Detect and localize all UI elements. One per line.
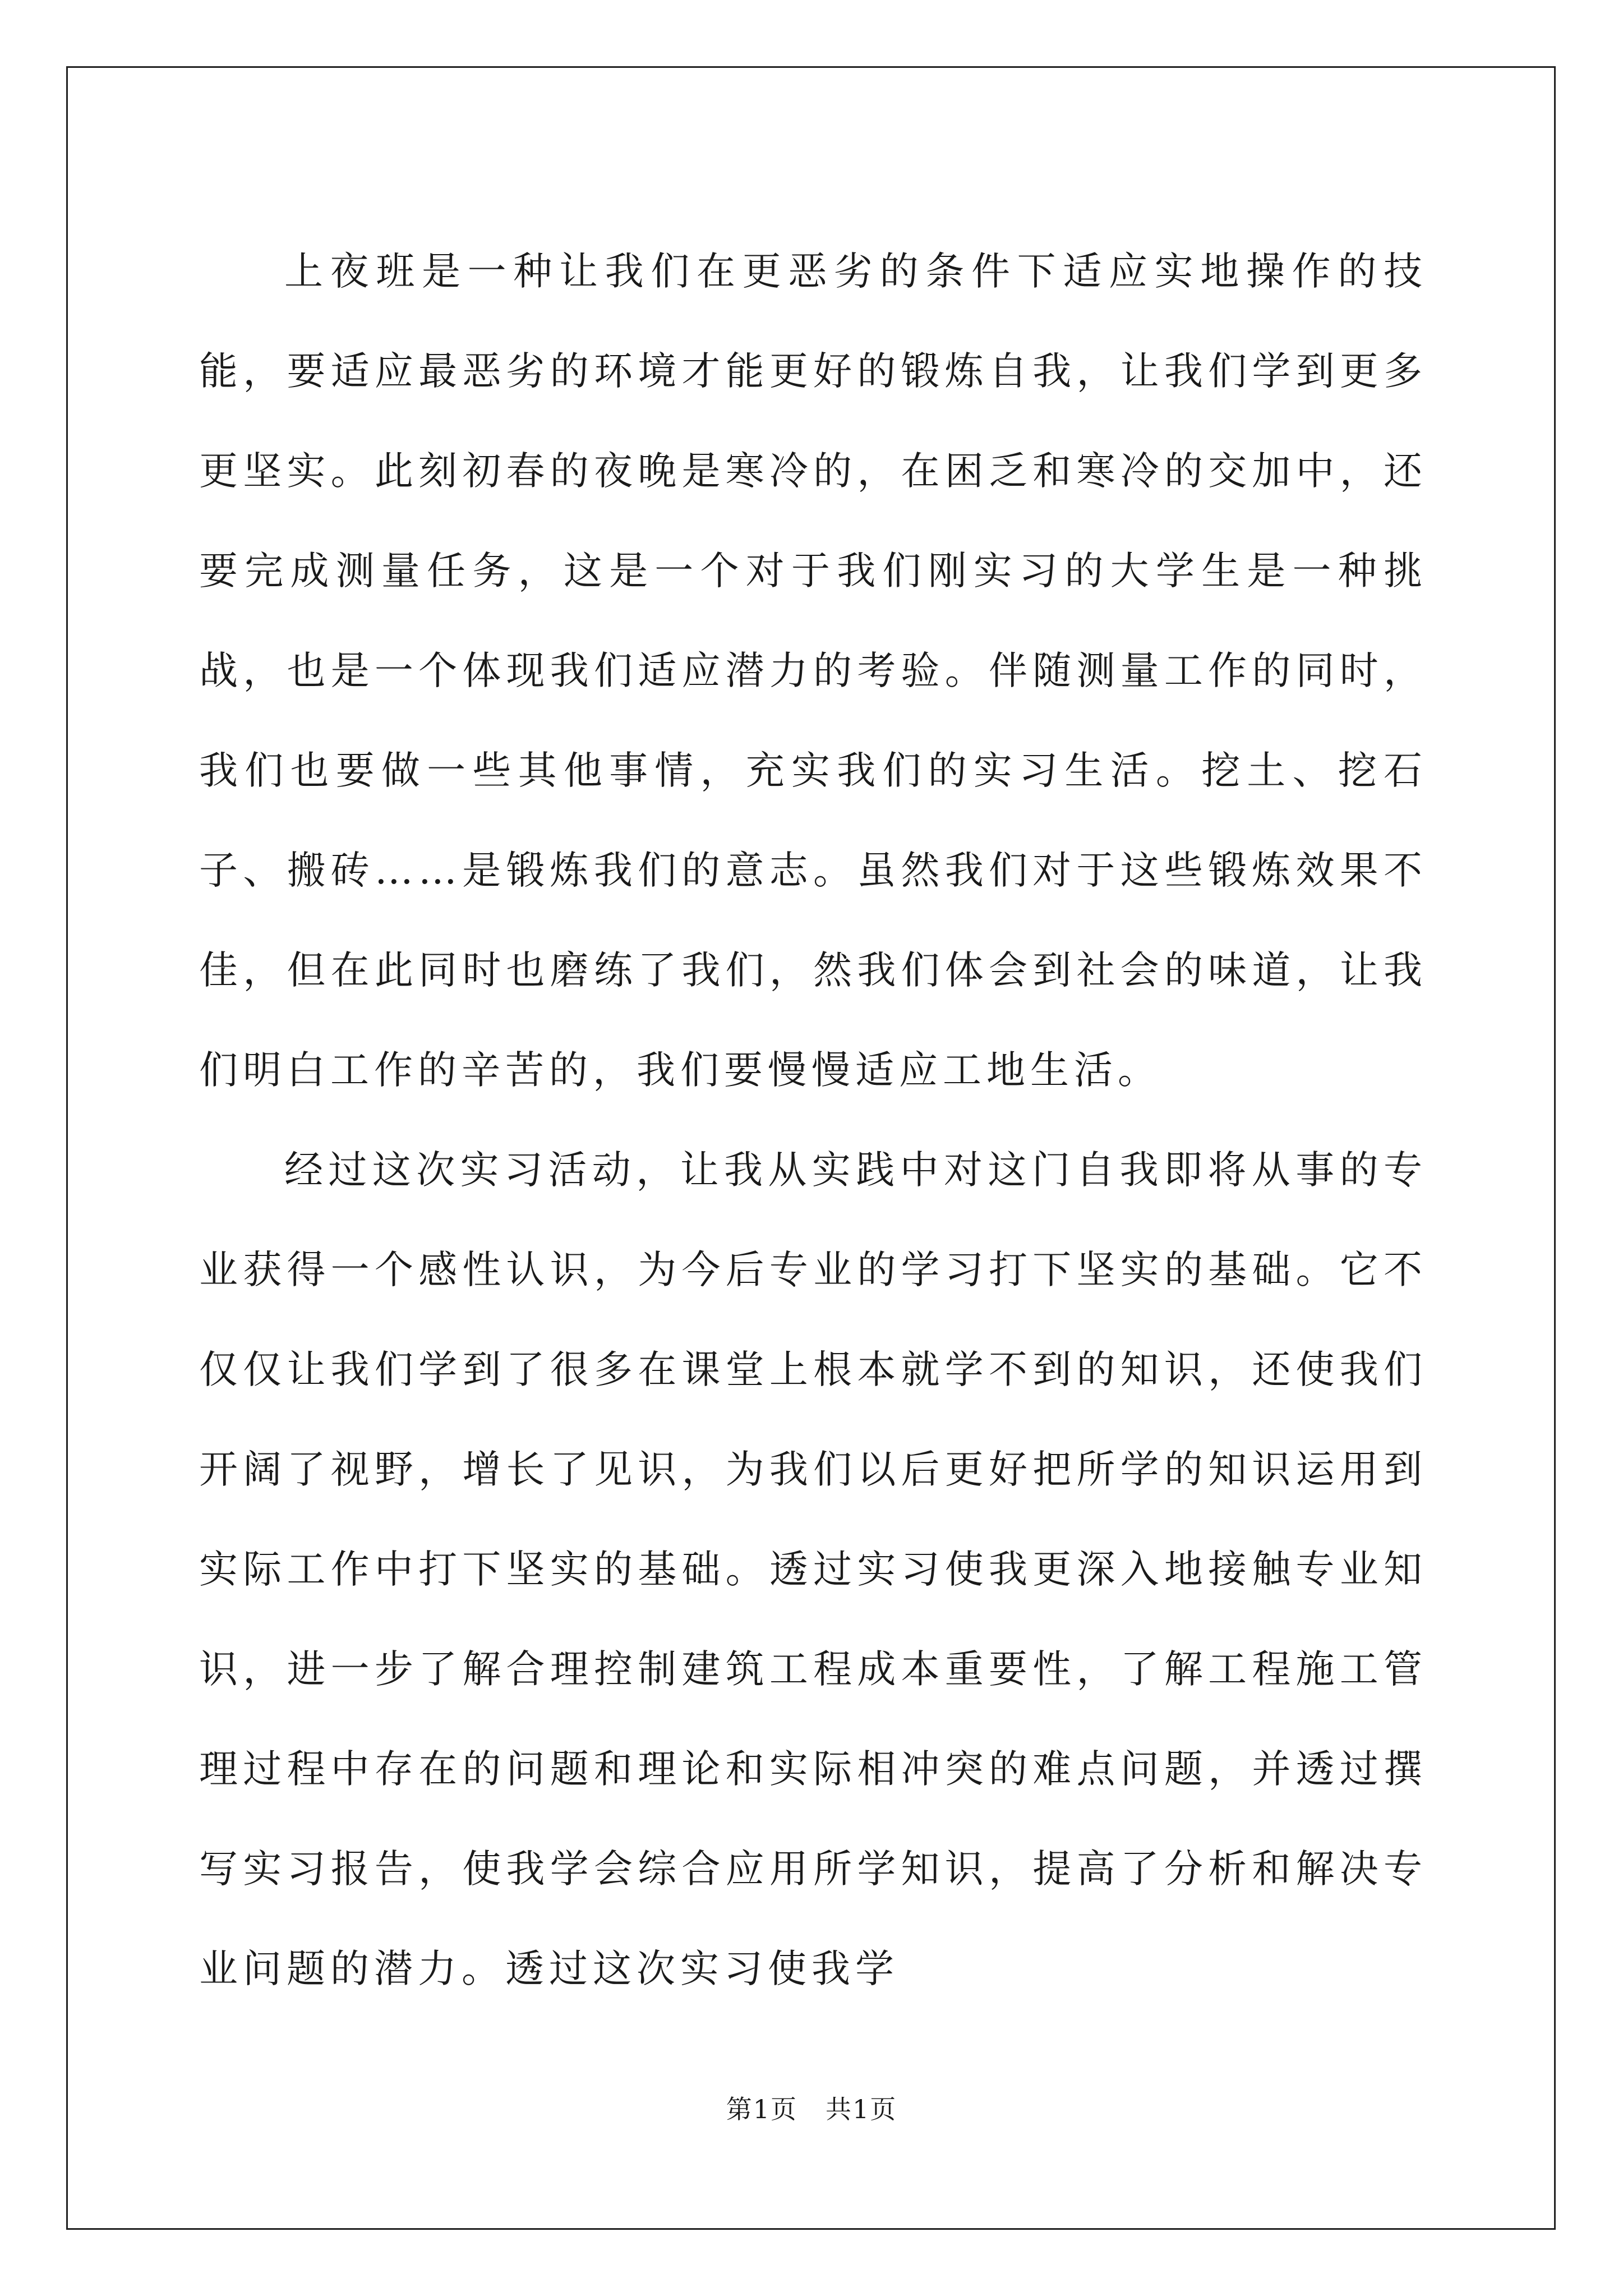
page-number: 第1页 (726, 2094, 797, 2124)
paragraph-2: 经过这次实习活动，让我从实践中对这门自我即将从事的专业获得一个感性认识，为今后专业的学习打下坚实的基础。它不仅仅让我们学到了很多在课堂上根本就学不到的知识，还使我们开阔了视野，增长了见识，为我们以后更好把所学的知识运用到实际工作中打下坚实的基础。透过实习使我更深入地接触专业知识，进一步了解合理控制建筑工程成本重要性，了解工程施工管理过程中存在的问题和理论和实际相冲突的难点问题，并透过撰写实习报告，使我学会综合应用所学知识，提高了分析和解决专业问题的潜力。透过这次实习使我学 (199, 1148, 1427, 1991)
paragraph-1: 上夜班是一种让我们在更恶劣的条件下适应实地操作的技能，要适应最恶劣的环境才能更好的锻炼自我，让我们学到更多更坚实。此刻初春的夜晚是寒冷的，在困乏和寒冷的交加中，还要完成测量任务，这是一个对于我们刚实习的大学生是一种挑战，也是一个体现我们适应潜力的考验。伴随测量工作的同时，我们也要做一些其他事情，充实我们的实习生活。挖土、挖石子、搬砖……是锻炼我们的意志。虽然我们对于这些锻炼效果不佳，但在此同时也磨练了我们，然我们体会到社会的味道，让我们明白工作的辛苦的，我们要慢慢适应工地生活。 (199, 249, 1427, 1093)
page-footer (0, 2089, 1623, 2126)
page-total: 共1页 (826, 2094, 897, 2124)
document-body (199, 222, 1427, 2019)
